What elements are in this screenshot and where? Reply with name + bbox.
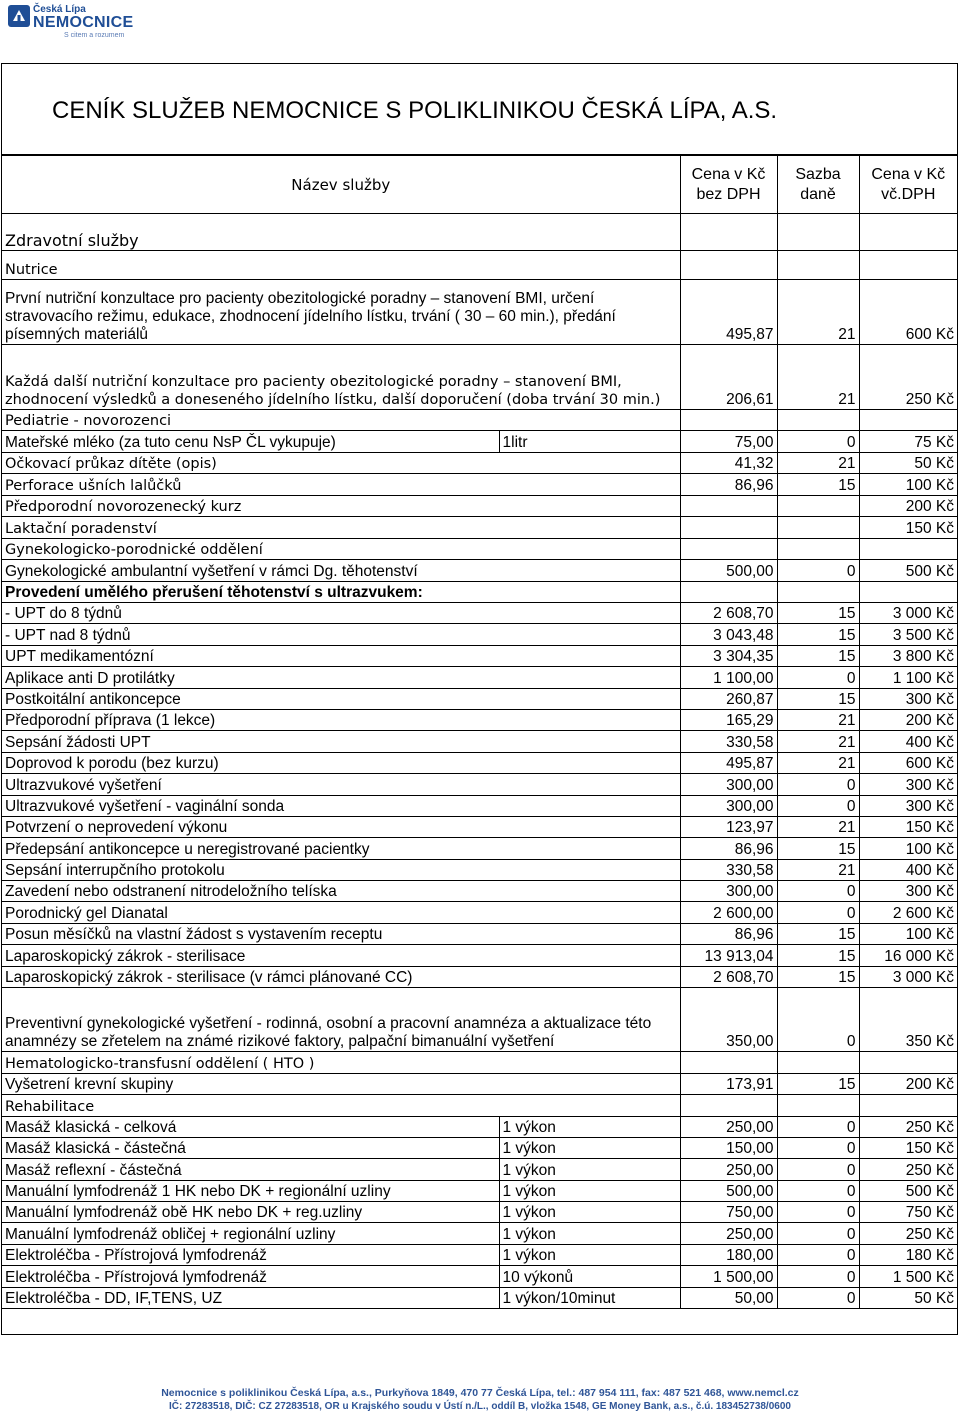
empty-cell [859, 538, 957, 560]
service-unit: 1 výkon [499, 1223, 680, 1244]
service-unit: 1 výkon [499, 1159, 680, 1180]
service-unit: 1 výkon [499, 1180, 680, 1201]
table-row [2, 1202, 957, 1223]
vat-rate: 21 [777, 816, 859, 837]
footer-registration: IČ: 27283518, DIČ: CZ 27283518, OR u Krajského soudu v Ústí n./L., oddíl B, vložka 1548, GE Money Bank, a.s., č.ú. 183452738/0600 [169, 1401, 791, 1412]
price-net: 2 608,70 [680, 966, 777, 987]
logo-name: NEMOCNICE [33, 14, 134, 31]
price-net: 500,00 [680, 560, 777, 582]
price-list-sheet [1, 63, 958, 1335]
price-net: 260,87 [680, 688, 777, 709]
vat-rate: 15 [777, 688, 859, 709]
vat-rate: 0 [777, 1202, 859, 1223]
empty-cell [680, 538, 777, 560]
service-name: Masáž klasická - celková [2, 1116, 499, 1137]
service-name: Vyšetrení krevní skupiny [2, 1073, 680, 1095]
price-gross: 100 Kč [859, 474, 957, 496]
price-gross: 750 Kč [859, 1202, 957, 1223]
service-name: Elektroléčba - Přístrojová lymfodrenáž [2, 1266, 499, 1287]
price-net: 1 500,00 [680, 1266, 777, 1287]
empty-cell [777, 1095, 859, 1117]
empty-cell [859, 581, 957, 603]
vat-rate: 15 [777, 603, 859, 624]
table-row [2, 431, 957, 453]
service-unit: 1 výkon [499, 1137, 680, 1158]
service-name: Laparoskopický zákrok - sterilisace (v rámci plánované CC) [2, 966, 680, 987]
table-row [2, 731, 957, 752]
service-name: Předepsání antikoncepce u neregistrované pacientky [2, 838, 680, 859]
price-net: 165,29 [680, 709, 777, 730]
section-row [2, 581, 957, 603]
price-gross: 400 Kč [859, 859, 957, 880]
service-name: Postkoitální antikoncepce [2, 688, 680, 709]
table-row [2, 709, 957, 730]
price-net: 300,00 [680, 795, 777, 816]
service-name: Očkovací průkaz dítěte (opis) [2, 452, 680, 474]
price-net: 86,96 [680, 474, 777, 496]
service-name: Elektroléčba - Přístrojová lymfodrenáž [2, 1244, 499, 1265]
empty-cell [777, 410, 859, 431]
price-gross: 1 100 Kč [859, 667, 957, 688]
price-gross: 150 Kč [859, 517, 957, 539]
vat-rate: 15 [777, 923, 859, 944]
service-name: Porodnický gel Dianatal [2, 902, 680, 923]
table-row [2, 280, 957, 345]
section-row [2, 251, 957, 280]
price-net: 330,58 [680, 731, 777, 752]
table-header-row [2, 156, 957, 214]
title-box [2, 64, 957, 155]
vat-rate: 15 [777, 945, 859, 966]
vat-rate: 21 [777, 345, 859, 410]
price-net: 750,00 [680, 1202, 777, 1223]
vat-rate [777, 517, 859, 539]
empty-cell [777, 214, 859, 251]
service-name: Předporodní novorozenecký kurz [2, 495, 680, 517]
table-row [2, 495, 957, 517]
vat-rate: 15 [777, 1073, 859, 1095]
table-row [2, 645, 957, 666]
service-name: Posun měsíčků na vlastní žádost s vystavením receptu [2, 923, 680, 944]
vat-rate: 0 [777, 1223, 859, 1244]
section-title: Hematologicko-transfusní oddělení ( HTO ) [2, 1052, 680, 1074]
empty-cell [680, 1095, 777, 1117]
vat-rate: 15 [777, 645, 859, 666]
price-gross: 3 500 Kč [859, 624, 957, 645]
price-net: 206,61 [680, 345, 777, 410]
section-row [2, 410, 957, 431]
service-name: Elektroléčba - DD, IF,TENS, UZ [2, 1287, 499, 1308]
table-row [2, 816, 957, 837]
vat-rate: 0 [777, 988, 859, 1052]
vat-rate: 0 [777, 1266, 859, 1287]
section-title: Gynekologicko-porodnické oddělení [2, 538, 680, 560]
footer [0, 1386, 960, 1413]
price-net: 50,00 [680, 1287, 777, 1308]
price-net: 180,00 [680, 1244, 777, 1265]
section-row [2, 214, 957, 251]
empty-cell [680, 410, 777, 431]
service-name: Manuální lymfodrenáž obličej + regionální uzliny [2, 1223, 499, 1244]
price-gross: 350 Kč [859, 988, 957, 1052]
price-gross: 3 800 Kč [859, 645, 957, 666]
price-net: 2 608,70 [680, 603, 777, 624]
price-gross: 1 500 Kč [859, 1266, 957, 1287]
price-net: 300,00 [680, 881, 777, 902]
vat-rate: 21 [777, 280, 859, 345]
price-net: 41,32 [680, 452, 777, 474]
price-net: 123,97 [680, 816, 777, 837]
table-row [2, 1266, 957, 1287]
service-name: - UPT do 8 týdnů [2, 603, 680, 624]
section-row [2, 538, 957, 560]
service-name: Masáž klasická - částečná [2, 1137, 499, 1158]
table-row [2, 1116, 957, 1137]
vat-rate: 0 [777, 431, 859, 453]
vat-rate [777, 495, 859, 517]
service-unit: 1 výkon [499, 1202, 680, 1223]
service-name: První nutriční konzultace pro pacienty obezitologické poradny – stanovení BMI, určení stravovacího režimu, edukace, zhodnocení jídelního lístku, trvání ( 30 – 60 min.), předání písemných materiálů [2, 280, 680, 345]
vat-rate: 0 [777, 1244, 859, 1265]
col-header-vat: Sazba daně [777, 156, 859, 214]
service-name: Preventivní gynekologické vyšetření - rodinná, osobní a pracovní anamnéza a aktualizace této anamnézy se zřetelem na známé rizikové faktory, palpační bimanuální vyšetření [2, 988, 680, 1052]
price-net: 500,00 [680, 1180, 777, 1201]
price-net: 1 100,00 [680, 667, 777, 688]
empty-cell [859, 410, 957, 431]
service-name: Potvrzení o neprovedení výkonu [2, 816, 680, 837]
vat-rate: 15 [777, 838, 859, 859]
price-net: 3 304,35 [680, 645, 777, 666]
price-net: 250,00 [680, 1159, 777, 1180]
empty-cell [777, 1052, 859, 1074]
logo-tagline: S citem a rozumem [64, 32, 125, 39]
section-title: Zdravotní služby [2, 214, 680, 251]
price-gross: 600 Kč [859, 752, 957, 773]
price-gross: 300 Kč [859, 795, 957, 816]
empty-cell [859, 1095, 957, 1117]
table-row [2, 345, 957, 410]
hospital-logo [6, 2, 136, 42]
service-name: Zavedení nebo odstranení nitrodeložního telíska [2, 881, 680, 902]
table-row [2, 881, 957, 902]
vat-rate: 21 [777, 452, 859, 474]
price-net: 2 600,00 [680, 902, 777, 923]
price-gross: 250 Kč [859, 1116, 957, 1137]
price-gross: 150 Kč [859, 816, 957, 837]
subsection-title: Provedení umělého přerušení těhotenství s ultrazvukem: [2, 581, 680, 603]
price-net: 75,00 [680, 431, 777, 453]
price-gross: 180 Kč [859, 1244, 957, 1265]
service-name: Doprovod k porodu (bez kurzu) [2, 752, 680, 773]
vat-rate: 0 [777, 1287, 859, 1308]
price-net: 150,00 [680, 1137, 777, 1158]
table-row [2, 795, 957, 816]
price-net: 13 913,04 [680, 945, 777, 966]
price-gross: 75 Kč [859, 431, 957, 453]
price-gross: 250 Kč [859, 345, 957, 410]
logo-emblem-icon [8, 5, 30, 27]
price-gross: 150 Kč [859, 1137, 957, 1158]
service-unit: 1 výkon/10minut [499, 1287, 680, 1308]
vat-rate: 15 [777, 624, 859, 645]
footer-address: Nemocnice s poliklinikou Česká Lípa, a.s., Purkyňova 1849, 470 77 Česká Lípa, tel.: 487 954 111, fax: 487 521 468, www.nemcl.cz [161, 1387, 799, 1399]
service-name: Gynekologické ambulantní vyšetření v rámci Dg. těhotenství [2, 560, 680, 582]
vat-rate: 0 [777, 1116, 859, 1137]
vat-rate: 0 [777, 881, 859, 902]
service-unit: 1litr [499, 431, 680, 453]
service-name: UPT medikamentózní [2, 645, 680, 666]
service-unit: 1 výkon [499, 1116, 680, 1137]
vat-rate: 21 [777, 859, 859, 880]
service-name: - UPT nad 8 týdnů [2, 624, 680, 645]
vat-rate: 15 [777, 474, 859, 496]
price-gross: 500 Kč [859, 1180, 957, 1201]
col-header-price-net: Cena v Kč bez DPH [680, 156, 777, 214]
table-row [2, 966, 957, 987]
table-row [2, 902, 957, 923]
service-name: Každá další nutriční konzultace pro pacienty obezitologické poradny – stanovení BMI, zhodnocení výsledků a doneseného jídelního lístku, další doporučení (doba trvání 30 min.) [2, 345, 680, 410]
price-gross: 300 Kč [859, 688, 957, 709]
price-net: 3 043,48 [680, 624, 777, 645]
table-row [2, 752, 957, 773]
table-row [2, 603, 957, 624]
vat-rate: 0 [777, 667, 859, 688]
vat-rate: 15 [777, 966, 859, 987]
price-net: 86,96 [680, 838, 777, 859]
price-gross: 300 Kč [859, 881, 957, 902]
service-name: Masáž reflexní - částečná [2, 1159, 499, 1180]
price-table [2, 155, 957, 1309]
table-row [2, 1287, 957, 1308]
logo-city: Česká Lípa [33, 4, 86, 15]
page-title: CENÍK SLUŽEB NEMOCNICE S POLIKLINIKOU ČESKÁ LÍPA, A.S. [52, 97, 778, 124]
table-row [2, 560, 957, 582]
col-header-name: Název služby [2, 156, 680, 214]
price-net: 250,00 [680, 1116, 777, 1137]
section-title: Pediatrie - novorozenci [2, 410, 680, 431]
table-row [2, 923, 957, 944]
vat-rate: 0 [777, 1180, 859, 1201]
table-row [2, 624, 957, 645]
price-net: 330,58 [680, 859, 777, 880]
table-row [2, 474, 957, 496]
empty-cell [680, 214, 777, 251]
price-gross: 250 Kč [859, 1223, 957, 1244]
empty-cell [777, 581, 859, 603]
section-title: Nutrice [2, 251, 680, 280]
table-row [2, 838, 957, 859]
price-gross: 100 Kč [859, 838, 957, 859]
price-gross: 3 000 Kč [859, 603, 957, 624]
price-net: 173,91 [680, 1073, 777, 1095]
price-gross: 50 Kč [859, 452, 957, 474]
service-name: Sepsání žádosti UPT [2, 731, 680, 752]
empty-cell [680, 581, 777, 603]
price-net [680, 495, 777, 517]
price-gross: 200 Kč [859, 709, 957, 730]
empty-cell [859, 214, 957, 251]
price-gross: 100 Kč [859, 923, 957, 944]
service-name: Manuální lymfodrenáž 1 HK nebo DK + regionální uzliny [2, 1180, 499, 1201]
col-header-price-gross: Cena v Kč vč.DPH [859, 156, 957, 214]
price-gross: 600 Kč [859, 280, 957, 345]
service-name: Perforace ušních lalůčků [2, 474, 680, 496]
service-name: Laktační poradenství [2, 517, 680, 539]
empty-cell [859, 251, 957, 280]
price-net: 350,00 [680, 988, 777, 1052]
service-name: Manuální lymfodrenáž obě HK nebo DK + reg.uzliny [2, 1202, 499, 1223]
service-name: Laparoskopický zákrok - sterilisace [2, 945, 680, 966]
section-row [2, 1095, 957, 1117]
table-row [2, 988, 957, 1052]
table-row [2, 1180, 957, 1201]
table-row [2, 452, 957, 474]
vat-rate: 21 [777, 731, 859, 752]
table-row [2, 1073, 957, 1095]
table-row [2, 517, 957, 539]
service-name: Ultrazvukové vyšetření - vaginální sonda [2, 795, 680, 816]
vat-rate: 0 [777, 774, 859, 795]
section-title: Rehabilitace [2, 1095, 680, 1117]
price-gross: 300 Kč [859, 774, 957, 795]
service-name: Ultrazvukové vyšetření [2, 774, 680, 795]
price-gross: 16 000 Kč [859, 945, 957, 966]
price-net: 495,87 [680, 752, 777, 773]
section-row [2, 1052, 957, 1074]
price-gross: 500 Kč [859, 560, 957, 582]
price-net: 250,00 [680, 1223, 777, 1244]
table-row [2, 774, 957, 795]
price-net: 495,87 [680, 280, 777, 345]
price-net: 86,96 [680, 923, 777, 944]
empty-cell [777, 251, 859, 280]
price-gross: 400 Kč [859, 731, 957, 752]
price-net: 300,00 [680, 774, 777, 795]
price-gross: 3 000 Kč [859, 966, 957, 987]
price-gross: 250 Kč [859, 1159, 957, 1180]
vat-rate: 21 [777, 752, 859, 773]
price-gross: 2 600 Kč [859, 902, 957, 923]
service-name: Mateřské mléko (za tuto cenu NsP ČL vykupuje) [2, 431, 499, 453]
table-row [2, 1159, 957, 1180]
price-gross: 200 Kč [859, 1073, 957, 1095]
vat-rate: 0 [777, 1137, 859, 1158]
empty-cell [680, 1052, 777, 1074]
vat-rate: 0 [777, 560, 859, 582]
service-unit: 1 výkon [499, 1244, 680, 1265]
table-row [2, 1244, 957, 1265]
table-row [2, 1137, 957, 1158]
empty-cell [777, 538, 859, 560]
table-row [2, 688, 957, 709]
empty-cell [680, 251, 777, 280]
vat-rate: 0 [777, 795, 859, 816]
empty-cell [859, 1052, 957, 1074]
vat-rate: 0 [777, 1159, 859, 1180]
table-row [2, 1223, 957, 1244]
table-row [2, 667, 957, 688]
vat-rate: 0 [777, 902, 859, 923]
service-name: Aplikace anti D protilátky [2, 667, 680, 688]
table-row [2, 859, 957, 880]
vat-rate: 21 [777, 709, 859, 730]
service-unit: 10 výkonů [499, 1266, 680, 1287]
price-gross: 200 Kč [859, 495, 957, 517]
price-net [680, 517, 777, 539]
table-row [2, 945, 957, 966]
price-gross: 50 Kč [859, 1287, 957, 1308]
service-name: Předporodní příprava (1 lekce) [2, 709, 680, 730]
service-name: Sepsání interrupčního protokolu [2, 859, 680, 880]
